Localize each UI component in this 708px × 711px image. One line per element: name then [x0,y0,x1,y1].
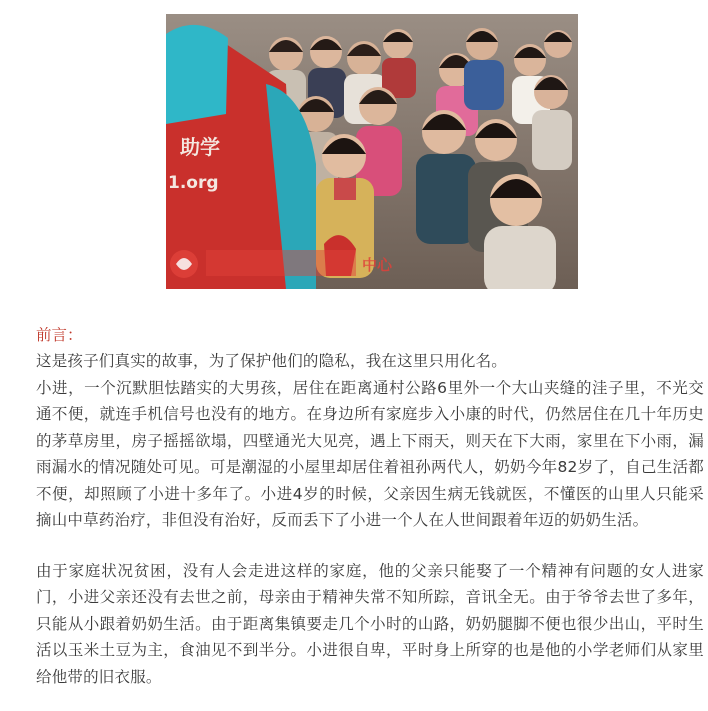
preface-heading: 前言： [36,326,83,344]
paragraph-gap [36,534,704,558]
watermark-text: 中心 [362,256,393,274]
vest-text-1: 助学 [180,135,220,159]
vest-text-2: 1.org [168,173,219,193]
paragraph-1: 这是孩子们真实的故事，为了保护他们的隐私，我在这里只用化名。 [36,352,508,370]
paragraph-2: 小进，一个沉默胆怯踏实的大男孩，居住在距离通村公路6里外一个大山夹缝的洼子里，不光交通不便，就连手机信号也没有的地方。在身边所有家庭步入小康的时代，仍然居住在几十年历史的茅草房里，房子摇摇欲塌，四壁通光大见亮，遇上下雨天，则天在下大雨，家里在下小雨，漏雨漏水的情况随处可见。可是潮湿的小屋里却居住着祖孙两代人，奶奶今年82岁了，自己生活都不便，却照顾了小进十多年了。小进4岁的时候，父亲因生病无钱就医，不懂医的山里人只能采摘山中草药治疗，非但没有治好，反而丢下了小进一个人在人世间跟着年迈的奶奶生活。 [36,378,704,529]
children-photo-illustration [166,14,578,289]
paragraph-3: 由于家庭状况贫困，没有人会走进这样的家庭，他的父亲只能娶了一个精神有问题的女人进家门，小进父亲还没有去世之前，母亲由于精神失常不知所踪，音讯全无。由于爷爷去世了多年，只能从小跟着奶奶生活。由于距离集镇要走几个小时的山路，奶奶腿脚不便也很少出山，平时生活以玉米土豆为主，食油见不到半分。小进很自卑，平时身上所穿的也是他的小学老师们从家里给他带的旧衣服。 [36,561,704,686]
children-photo [166,14,578,289]
article-body [36,322,704,690]
